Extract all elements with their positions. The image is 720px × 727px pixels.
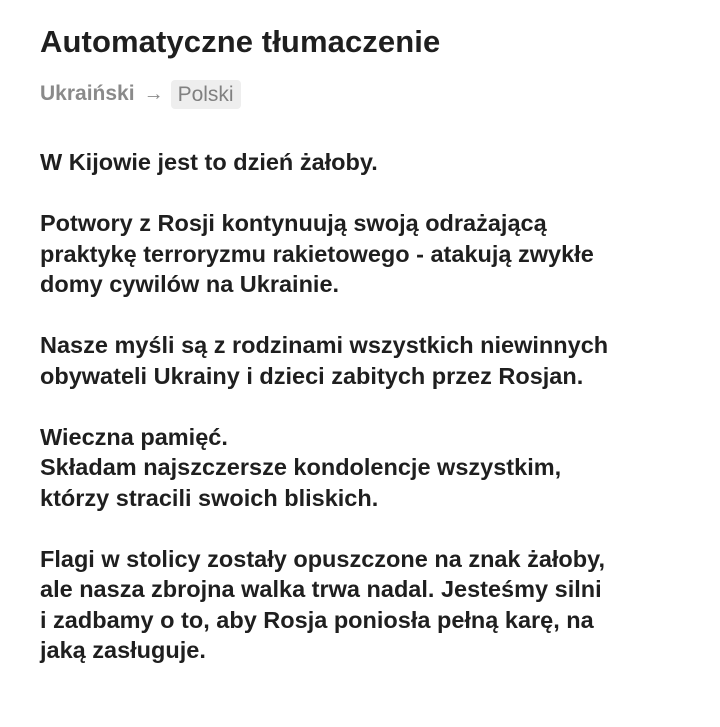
text-line: ale nasza zbrojna walka trwa nadal. Jesteśmy silni bbox=[40, 576, 602, 602]
text-line: Składam najszczersze kondolencje wszystkim, bbox=[40, 454, 562, 480]
arrow-right-icon: → bbox=[143, 82, 164, 105]
text-line: Nasze myśli są z rodzinami wszystkich niewinnych bbox=[40, 332, 609, 358]
translated-text bbox=[40, 147, 708, 696]
paragraph bbox=[40, 147, 708, 178]
target-language-chip[interactable]: Polski bbox=[171, 80, 241, 109]
text-line: W Kijowie jest to dzień żałoby. bbox=[40, 149, 378, 175]
paragraph bbox=[40, 422, 708, 514]
paragraph bbox=[40, 330, 708, 391]
language-selector bbox=[40, 79, 241, 109]
text-line: praktykę terroryzmu rakietowego - atakują zwykłe bbox=[40, 240, 594, 267]
text-line: i zadbamy o to, aby Rosja poniosła pełną karę, na bbox=[40, 606, 594, 633]
source-language-label[interactable]: Ukraiński bbox=[40, 82, 135, 105]
text-line: Flagi w stolicy zostały opuszczone na znak żałoby, bbox=[40, 545, 605, 572]
text-line: Potwory z Rosji kontynuują swoją odrażającą bbox=[40, 210, 547, 236]
paragraph bbox=[40, 208, 708, 300]
text-line: domy cywilów na Ukrainie. bbox=[40, 271, 340, 297]
text-line: Wieczna pamięć. bbox=[40, 423, 228, 450]
text-line: którzy stracili swoich bliskich. bbox=[40, 484, 379, 511]
text-line: jaką zasługuje. bbox=[40, 637, 206, 663]
paragraph bbox=[40, 544, 708, 666]
panel-title: Automatyczne tłumaczenie bbox=[40, 24, 441, 59]
text-line: obywateli Ukrainy i dzieci zabitych przez Rosjan. bbox=[40, 362, 584, 389]
